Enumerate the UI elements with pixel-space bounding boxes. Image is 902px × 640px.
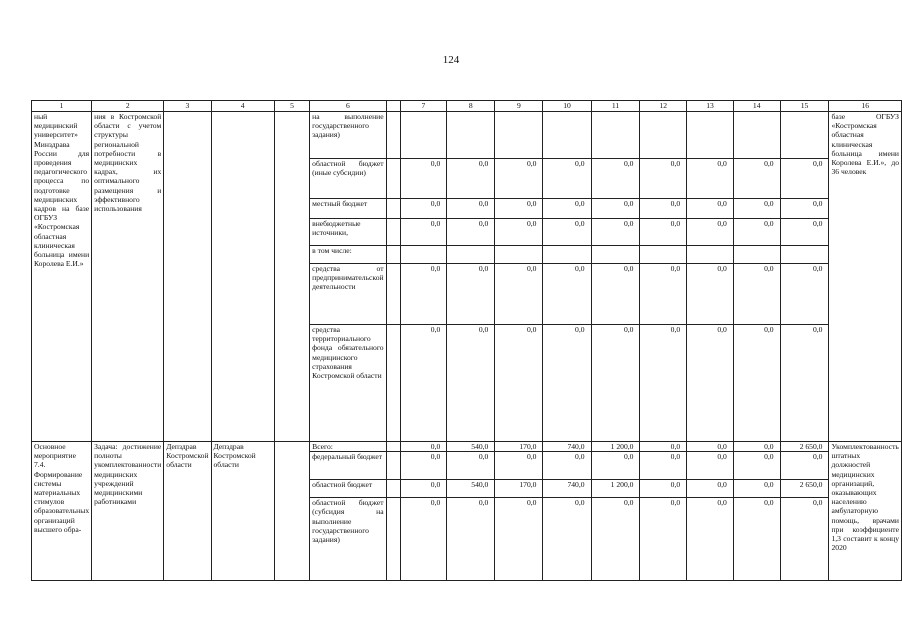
value-cell — [733, 112, 780, 159]
value-cell: 0,0 — [733, 480, 780, 498]
funding-source-cell: средства от предпринимательской деятельности — [310, 264, 386, 325]
value-cell: 0,0 — [543, 452, 591, 480]
value-cell: 0,0 — [400, 264, 447, 325]
value-cell: 2 650,0 — [780, 480, 829, 498]
value-cell: 0,0 — [543, 219, 591, 246]
measure-name-cell: Основное мероприятие 7.4. Формирование системы материальных стимулов образовательных организаций высшего обра- — [32, 442, 92, 581]
empty-spacer-cell — [386, 264, 400, 325]
value-cell: 0,0 — [640, 199, 687, 219]
header-col-15: 15 — [780, 101, 829, 112]
value-cell: 0,0 — [687, 199, 734, 219]
value-cell: 0,0 — [640, 264, 687, 325]
funding-source-cell: на выполнение государственного задания) — [310, 112, 386, 159]
value-cell: 0,0 — [447, 199, 495, 219]
value-cell — [543, 246, 591, 264]
task-cell: ния в Костромской области с учетом структуры региональной потребности в медицинских кадрах, их оптимального размещения и эффективного использования — [92, 112, 164, 442]
value-cell: 0,0 — [687, 498, 734, 581]
header-col-14: 14 — [733, 101, 780, 112]
value-cell: 2 650,0 — [780, 442, 829, 452]
value-cell: 0,0 — [543, 264, 591, 325]
budget-table — [31, 100, 902, 581]
header-col-6 — [386, 101, 400, 112]
empty-col5-cell — [274, 442, 309, 581]
page-number: 124 — [442, 54, 460, 66]
value-cell: 0,0 — [640, 219, 687, 246]
value-cell: 0,0 — [780, 159, 829, 199]
header-col-10: 10 — [543, 101, 591, 112]
value-cell — [447, 112, 495, 159]
value-cell: 170,0 — [495, 442, 543, 452]
funding-source-cell: областной бюджет — [310, 480, 386, 498]
value-cell — [687, 112, 734, 159]
table-row — [32, 112, 902, 159]
value-cell: 0,0 — [591, 159, 640, 199]
coexecutor-cell — [211, 112, 274, 442]
header-col-2: 3 — [164, 101, 211, 112]
value-cell: 0,0 — [591, 199, 640, 219]
header-col-5: 6 — [310, 101, 386, 112]
value-cell — [591, 246, 640, 264]
header-col-3: 4 — [211, 101, 274, 112]
value-cell — [543, 112, 591, 159]
value-cell: 0,0 — [495, 498, 543, 581]
task-cell: Задача: достижение полноты укомплектованности медицинских учреждений медицинскими работниками — [92, 442, 164, 581]
value-cell: 1 200,0 — [591, 442, 640, 452]
table-row — [32, 442, 902, 452]
funding-source-cell: Всего: — [310, 442, 386, 452]
empty-spacer-cell — [386, 498, 400, 581]
value-cell — [447, 246, 495, 264]
value-cell: 0,0 — [733, 219, 780, 246]
value-cell — [733, 246, 780, 264]
value-cell: 0,0 — [640, 325, 687, 442]
value-cell: 0,0 — [447, 325, 495, 442]
value-cell: 0,0 — [543, 325, 591, 442]
value-cell: 0,0 — [687, 480, 734, 498]
value-cell: 0,0 — [733, 264, 780, 325]
header-col-12: 12 — [640, 101, 687, 112]
empty-spacer-cell — [386, 325, 400, 442]
value-cell: 0,0 — [447, 452, 495, 480]
measure-name-cell: ный медицинский университет» Минздрава России для проведения педагогического процесса по подготовке медицинских кадров на базе ОГБУЗ «Костромская областная клиническая больница имени Королева Е.И.» — [32, 112, 92, 442]
value-cell: 540,0 — [447, 480, 495, 498]
value-cell: 0,0 — [447, 159, 495, 199]
value-cell: 0,0 — [495, 264, 543, 325]
value-cell: 0,0 — [591, 264, 640, 325]
value-cell: 0,0 — [591, 325, 640, 442]
empty-spacer-cell — [386, 199, 400, 219]
header-col-0: 1 — [32, 101, 92, 112]
value-cell: 0,0 — [447, 264, 495, 325]
value-cell: 0,0 — [640, 480, 687, 498]
value-cell — [495, 112, 543, 159]
value-cell: 0,0 — [733, 199, 780, 219]
value-cell: 0,0 — [780, 199, 829, 219]
result-cell: базе ОГБУЗ «Костромская областная клиническая больница имени Королева Е.И.», до 36 человек — [829, 112, 902, 442]
header-col-1: 2 — [92, 101, 164, 112]
header-col-11: 11 — [591, 101, 640, 112]
value-cell — [640, 112, 687, 159]
header-col-16: 16 — [829, 101, 902, 112]
value-cell: 0,0 — [687, 219, 734, 246]
funding-source-cell: в том числе: — [310, 246, 386, 264]
funding-source-cell: внебюджетные источники, — [310, 219, 386, 246]
value-cell: 0,0 — [640, 442, 687, 452]
value-cell: 0,0 — [733, 442, 780, 452]
value-cell — [400, 246, 447, 264]
value-cell: 740,0 — [543, 442, 591, 452]
value-cell — [780, 112, 829, 159]
empty-spacer-cell — [386, 246, 400, 264]
empty-spacer-cell — [386, 112, 400, 159]
value-cell: 0,0 — [495, 159, 543, 199]
value-cell: 0,0 — [591, 452, 640, 480]
value-cell: 0,0 — [543, 159, 591, 199]
value-cell: 0,0 — [495, 325, 543, 442]
value-cell: 0,0 — [543, 498, 591, 581]
value-cell — [495, 246, 543, 264]
value-cell: 0,0 — [780, 219, 829, 246]
value-cell: 0,0 — [687, 159, 734, 199]
value-cell: 0,0 — [447, 219, 495, 246]
empty-spacer-cell — [386, 219, 400, 246]
funding-source-cell: средства территориального фонда обязательного медицинского страхования Костромской области — [310, 325, 386, 442]
funding-source-cell: федеральный бюджет — [310, 452, 386, 480]
value-cell — [780, 246, 829, 264]
value-cell: 0,0 — [495, 219, 543, 246]
value-cell: 1 200,0 — [591, 480, 640, 498]
funding-source-cell: областной бюджет (субсидия на выполнение государственного задания) — [310, 498, 386, 581]
value-cell: 0,0 — [400, 498, 447, 581]
value-cell: 0,0 — [400, 480, 447, 498]
value-cell: 0,0 — [400, 442, 447, 452]
value-cell: 740,0 — [543, 480, 591, 498]
value-cell: 0,0 — [687, 442, 734, 452]
value-cell: 0,0 — [543, 199, 591, 219]
value-cell: 0,0 — [495, 199, 543, 219]
value-cell: 0,0 — [733, 498, 780, 581]
result-cell: Укомплектованность штатных должностей медицинских организаций, оказывающих населению амбулаторную помощь, врачами при коэффициенте 1,3 составит к концу 2020 — [829, 442, 902, 581]
header-col-9: 9 — [495, 101, 543, 112]
value-cell: 0,0 — [400, 325, 447, 442]
empty-col5-cell — [274, 112, 309, 442]
empty-spacer-cell — [386, 442, 400, 452]
empty-spacer-cell — [386, 452, 400, 480]
value-cell: 0,0 — [780, 498, 829, 581]
value-cell: 0,0 — [640, 159, 687, 199]
value-cell: 0,0 — [780, 325, 829, 442]
value-cell: 0,0 — [687, 264, 734, 325]
value-cell: 0,0 — [640, 452, 687, 480]
value-cell — [591, 112, 640, 159]
value-cell — [687, 246, 734, 264]
value-cell: 0,0 — [640, 498, 687, 581]
value-cell: 0,0 — [400, 199, 447, 219]
value-cell: 540,0 — [447, 442, 495, 452]
header-col-4: 5 — [274, 101, 309, 112]
coexecutor-cell: Депздрав Костромской области — [211, 442, 274, 581]
executor-cell: Депздрав Костромской области — [164, 442, 211, 581]
value-cell: 0,0 — [733, 452, 780, 480]
value-cell — [400, 112, 447, 159]
value-cell: 0,0 — [687, 325, 734, 442]
value-cell: 0,0 — [400, 219, 447, 246]
header-col-8: 8 — [447, 101, 495, 112]
value-cell: 0,0 — [400, 159, 447, 199]
value-cell: 0,0 — [733, 325, 780, 442]
value-cell: 0,0 — [400, 452, 447, 480]
value-cell — [640, 246, 687, 264]
value-cell: 0,0 — [780, 452, 829, 480]
funding-source-cell: местный бюджет — [310, 199, 386, 219]
header-row — [32, 101, 902, 112]
empty-spacer-cell — [386, 159, 400, 199]
value-cell: 0,0 — [495, 452, 543, 480]
value-cell: 170,0 — [495, 480, 543, 498]
header-col-7: 7 — [400, 101, 447, 112]
executor-cell — [164, 112, 211, 442]
value-cell: 0,0 — [780, 264, 829, 325]
empty-spacer-cell — [386, 480, 400, 498]
value-cell: 0,0 — [591, 498, 640, 581]
value-cell: 0,0 — [447, 498, 495, 581]
value-cell: 0,0 — [591, 219, 640, 246]
funding-source-cell: областной бюджет (иные субсидии) — [310, 159, 386, 199]
value-cell: 0,0 — [687, 452, 734, 480]
header-col-13: 13 — [687, 101, 734, 112]
value-cell: 0,0 — [733, 159, 780, 199]
